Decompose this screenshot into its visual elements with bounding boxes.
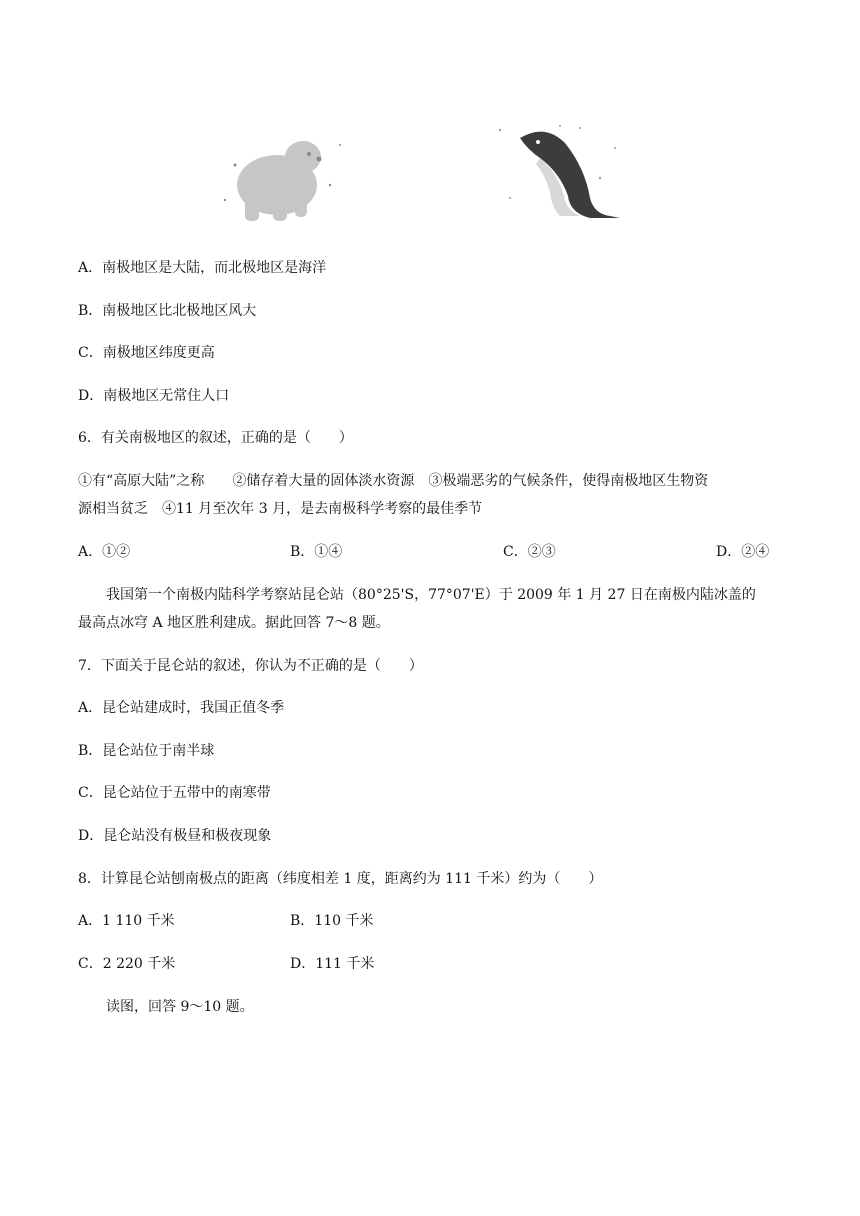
q5-option-d: D．南极地区无常住人口 — [78, 388, 230, 404]
q7-option-c: C．昆仑站位于五带中的南寒带 — [78, 785, 271, 801]
q6-option-b: B．①④ — [290, 544, 343, 560]
q8-option-a: A．1 110 千米 — [78, 913, 175, 929]
penguin-illustration — [490, 118, 635, 223]
q8-option-b: B．110 千米 — [290, 913, 374, 929]
q7-option-b: B．昆仑站位于南半球 — [78, 743, 215, 759]
q8-stem: 8．计算昆仑站刨南极点的距离（纬度相差 1 度，距离约为 111 千米）约为（ ） — [78, 871, 603, 887]
q5-option-c: C．南极地区纬度更高 — [78, 345, 215, 361]
q5-option-a: A．南极地区是大陆，而北极地区是海洋 — [78, 260, 327, 276]
q6-statements-line1: ①有“高原大陆”之称 ②储存着大量的固体淡水资源 ③极端恶劣的气候条件，使得南极地区生物资 — [78, 473, 709, 489]
q7-option-a: A．昆仑站建成时，我国正值冬季 — [78, 700, 285, 716]
kunlun-passage-line2: 最高点冰穹 A 地区胜利建成。据此回答 7～8 题。 — [78, 615, 390, 631]
q6-stem: 6．有关南极地区的叙述，正确的是（ ） — [78, 430, 353, 446]
read-figure-instruction: 读图，回答 9～10 题。 — [106, 999, 254, 1015]
q8-option-c: C．2 220 千米 — [78, 956, 176, 972]
q6-option-a: A．①② — [78, 544, 131, 560]
polar-bear-illustration — [215, 125, 350, 225]
q6-option-c: C．②③ — [503, 544, 556, 560]
q7-option-d: D．昆仑站没有极昼和极夜现象 — [78, 828, 272, 844]
q6-option-d: D．②④ — [716, 544, 770, 560]
q7-stem: 7．下面关于昆仑站的叙述，你认为不正确的是（ ） — [78, 658, 423, 674]
penguin-icon — [490, 118, 635, 223]
q8-option-d: D．111 千米 — [290, 956, 375, 972]
kunlun-passage-line1: 我国第一个南极内陆科学考察站昆仑站（80°25'S，77°07'E）于 2009 年 1 月 27 日在南极内陆冰盖的 — [106, 587, 756, 603]
q5-option-b: B．南极地区比北极地区风大 — [78, 303, 257, 319]
polar-bear-icon — [215, 125, 350, 225]
q6-statements-line2: 源相当贫乏 ④11 月至次年 3 月，是去南极科学考察的最佳季节 — [78, 501, 483, 517]
